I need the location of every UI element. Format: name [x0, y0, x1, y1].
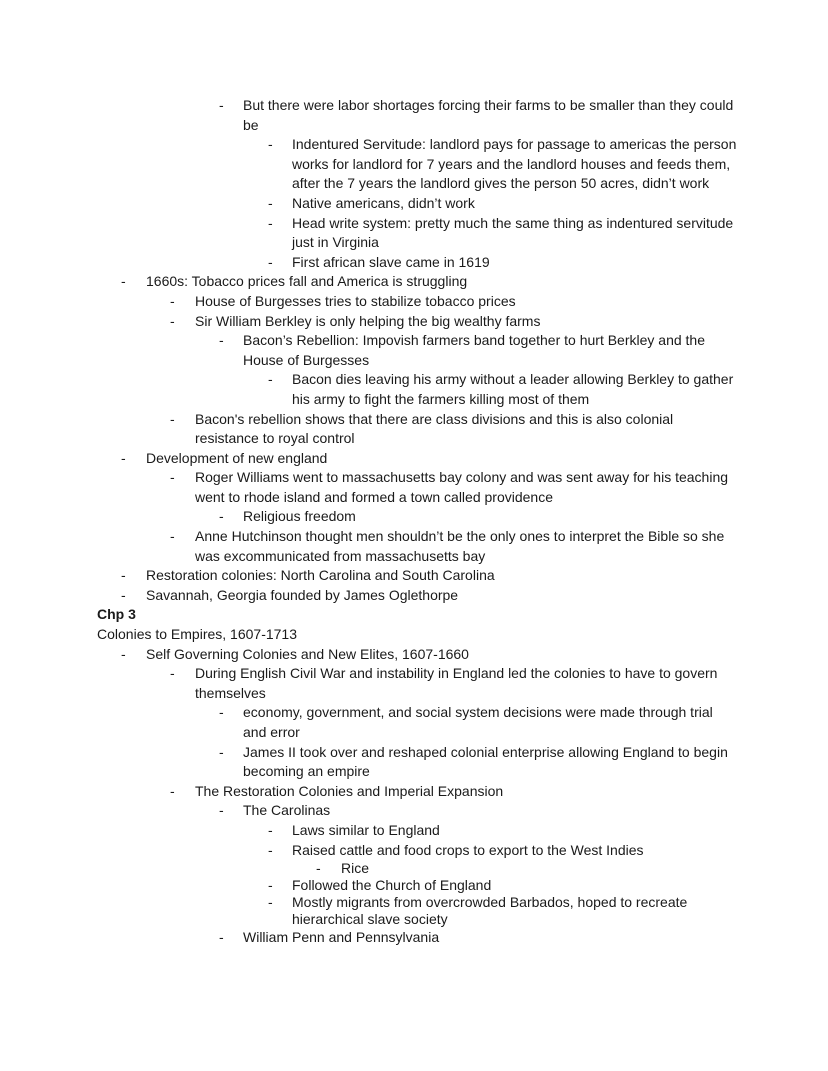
dash-bullet-icon: -: [268, 877, 273, 894]
bullet-item: [0, 194, 828, 214]
bullet-item: [0, 272, 828, 292]
dash-bullet-icon: -: [219, 97, 224, 113]
bullet-item: [0, 703, 828, 742]
dash-bullet-icon: -: [268, 841, 273, 858]
bullet-item: [0, 821, 828, 841]
dash-bullet-icon: -: [268, 894, 273, 911]
bullet-text: First african slave came in 1619: [292, 253, 490, 270]
bullet-text: House of Burgesses tries to stabilize tobacco prices: [195, 292, 516, 309]
dash-bullet-icon: -: [219, 743, 224, 760]
bullet-text: Native americans, didn’t work: [292, 194, 475, 211]
bullet-text: Bacon’s Rebellion: Impovish farmers band together to hurt Berkley and the House of Burgesses: [243, 332, 705, 368]
bullet-text: The Carolinas: [243, 802, 331, 819]
dash-bullet-icon: -: [268, 214, 273, 231]
bullet-item: [0, 468, 828, 507]
bullet-text: Indentured Servitude: landlord pays for passage to americas the person works for landlord for 7 years and the landlord houses and feeds them, after the 7 years the landlord gives the person 50 acres, didn’t work: [292, 136, 737, 192]
dash-bullet-icon: -: [170, 410, 175, 427]
dash-bullet-icon: -: [268, 253, 273, 270]
bullet-item: [0, 312, 828, 332]
bullet-item: [0, 507, 828, 527]
bullet-item: [0, 782, 828, 802]
bullet-text: William Penn and Pennsylvania: [243, 929, 440, 946]
bullet-item: [0, 292, 828, 312]
bullet-text: During English Civil War and instability in England led the colonies to have to govern themselves: [195, 665, 718, 701]
dash-bullet-icon: -: [170, 292, 175, 309]
bullet-item: [0, 664, 828, 703]
chapter-subheading: Colonies to Empires, 1607-1713: [97, 626, 298, 643]
bullet-text: Roger Williams went to massachusetts bay colony and was sent away for his teaching went to rhode island and formed a town called providence: [195, 469, 729, 505]
bullet-item: [0, 894, 828, 928]
bullet-text: Savannah, Georgia founded by James Oglethorpe: [146, 586, 459, 603]
bullet-item: [0, 841, 828, 861]
bullet-item: [0, 253, 828, 273]
bullet-text: Sir William Berkley is only helping the big wealthy farms: [195, 312, 541, 329]
bullet-item: [0, 566, 828, 586]
dash-bullet-icon: -: [219, 929, 224, 946]
bullet-item: [0, 214, 828, 253]
notes-list-section-b: [0, 645, 828, 948]
bullet-text: Rice: [341, 860, 370, 877]
chapter-heading: Chp 3: [97, 606, 136, 623]
dash-bullet-icon: -: [219, 802, 224, 819]
bullet-text: Religious freedom: [243, 508, 356, 525]
dash-bullet-icon: -: [219, 704, 224, 721]
dash-bullet-icon: -: [268, 194, 273, 211]
bullet-item: [0, 743, 828, 782]
dash-bullet-icon: -: [170, 782, 175, 799]
dash-bullet-icon: -: [121, 586, 126, 603]
bullet-item: [0, 586, 828, 606]
dash-bullet-icon: -: [219, 332, 224, 349]
dash-bullet-icon: -: [121, 645, 126, 662]
dash-bullet-icon: -: [268, 371, 273, 388]
dash-bullet-icon: -: [170, 528, 175, 545]
bullet-text: James II took over and reshaped colonial enterprise allowing England to begin becoming an empire: [243, 743, 728, 780]
bullet-item: [0, 449, 828, 469]
bullet-text: 1660s: Tobacco prices fall and America is struggling: [146, 273, 468, 290]
bullet-text: Raised cattle and food crops to export to the West Indies: [292, 841, 644, 858]
dash-bullet-icon: -: [121, 567, 126, 584]
bullet-text: economy, government, and social system decisions were made through trial and error: [243, 704, 713, 740]
bullet-item: [0, 801, 828, 821]
dash-bullet-icon: -: [316, 860, 321, 877]
bullet-text: Bacon's rebellion shows that there are class divisions and this is also colonial resistance to royal control: [195, 410, 674, 447]
bullet-item: [0, 370, 828, 409]
bullet-text: But there were labor shortages forcing their farms to be smaller than they could be: [243, 97, 734, 133]
bullet-text: Bacon dies leaving his army without a leader allowing Berkley to gather his army to fight the farmers killing most of them: [292, 371, 734, 407]
bullet-text: Mostly migrants from overcrowded Barbados, hoped to recreate hierarchical slave society: [292, 894, 688, 928]
dash-bullet-icon: -: [121, 273, 126, 290]
dash-bullet-icon: -: [219, 508, 224, 525]
bullet-item: [0, 877, 828, 894]
bullet-item: [0, 410, 828, 449]
dash-bullet-icon: -: [170, 665, 175, 682]
dash-bullet-icon: -: [170, 469, 175, 486]
bullet-text: Anne Hutchinson thought men shouldn’t be the only ones to interpret the Bible so she was excommunicated from massachusetts bay: [195, 528, 725, 564]
bullet-item: [0, 331, 828, 370]
bullet-item: [0, 135, 828, 194]
bullet-item: [0, 96, 828, 135]
bullet-text: Followed the Church of England: [292, 877, 492, 894]
bullet-item: [0, 860, 828, 877]
bullet-text: Head write system: pretty much the same thing as indentured servitude just in Virginia: [292, 214, 734, 251]
dash-bullet-icon: -: [170, 312, 175, 329]
notes-list-section-a: [0, 96, 828, 605]
bullet-item: [0, 645, 828, 665]
bullet-text: Development of new england: [146, 449, 328, 466]
notes-body: [0, 96, 828, 948]
bullet-text: Self Governing Colonies and New Elites, 1607-1660: [146, 645, 469, 662]
dash-bullet-icon: -: [268, 821, 273, 838]
bullet-item: [0, 527, 828, 566]
bullet-text: The Restoration Colonies and Imperial Expansion: [195, 782, 504, 799]
dash-bullet-icon: -: [121, 449, 126, 466]
bullet-text: Laws similar to England: [292, 821, 440, 838]
dash-bullet-icon: -: [268, 136, 273, 153]
bullet-item: [0, 928, 828, 948]
bullet-text: Restoration colonies: North Carolina and South Carolina: [146, 567, 495, 584]
